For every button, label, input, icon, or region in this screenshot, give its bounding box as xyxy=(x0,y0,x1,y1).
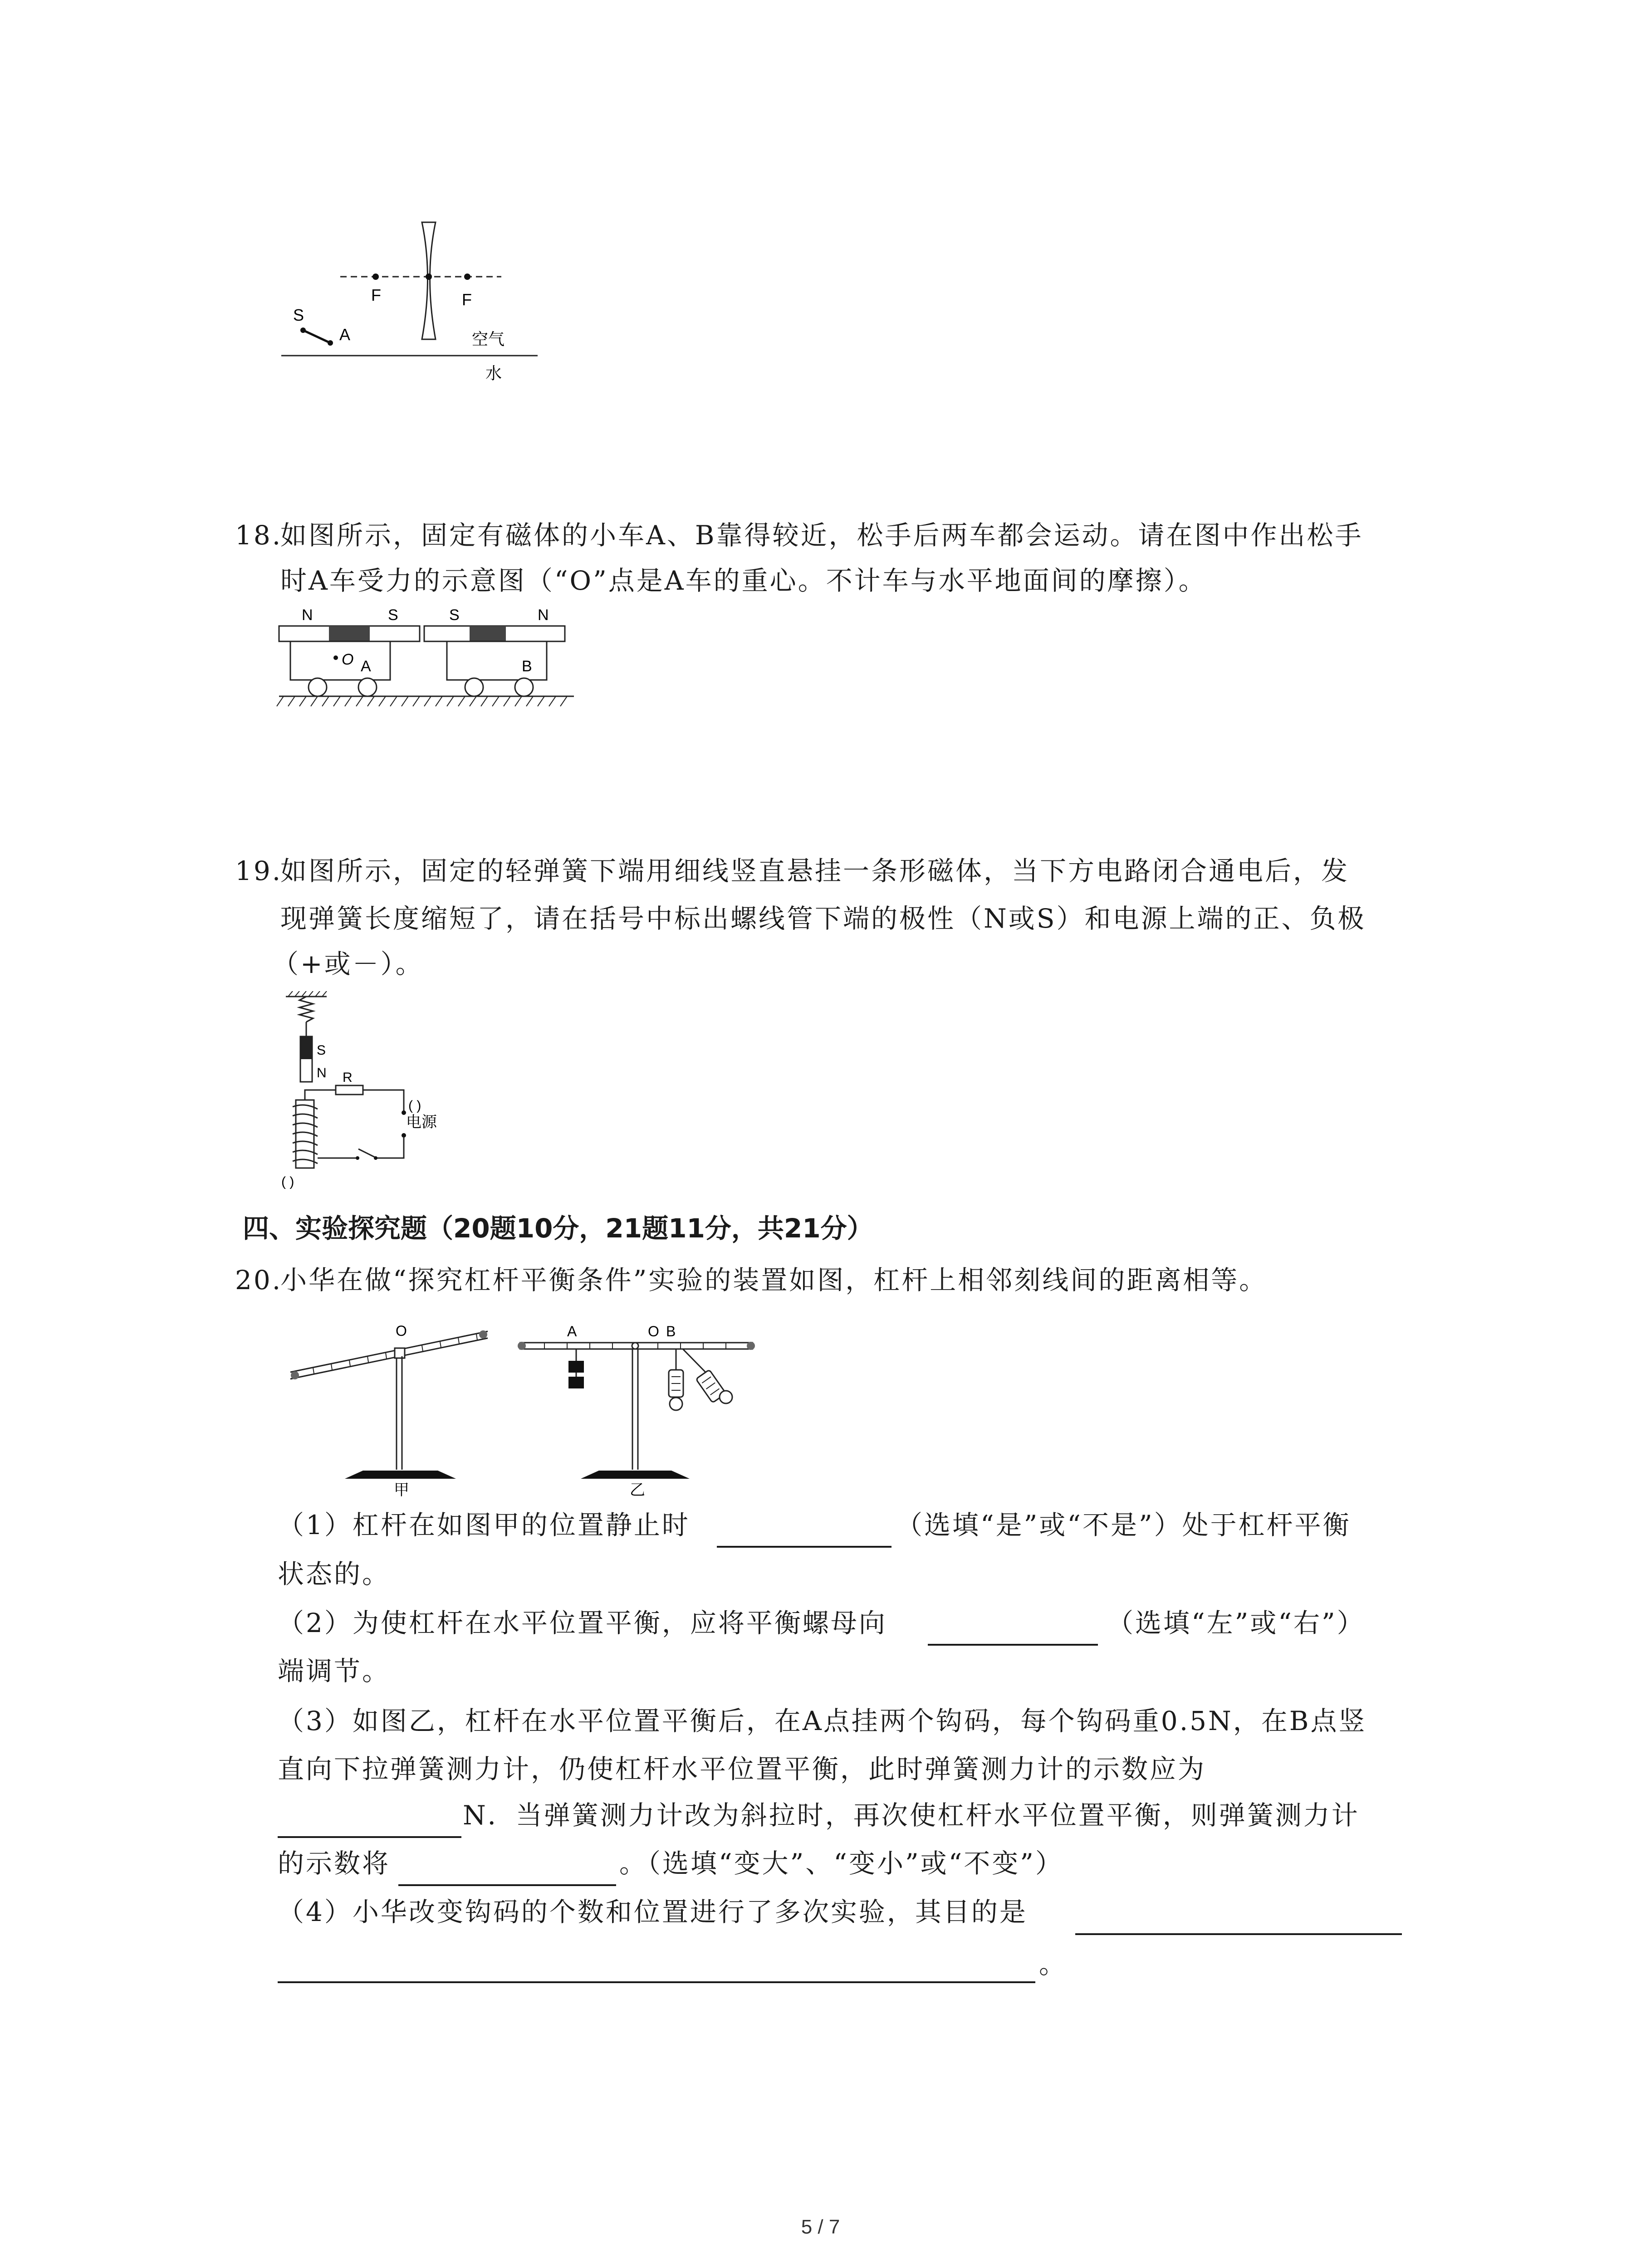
q20-p1-line-c: 状态的。 xyxy=(278,1559,391,1589)
q20-p1-line-b: （选填“是”或“不是”）处于杠杆平衡 xyxy=(896,1510,1351,1540)
solenoid-bottom-bracket: ( ) xyxy=(281,1174,294,1189)
section-4-title: 四、实验探究题（20题10分，21题11分，共21分） xyxy=(243,1213,873,1244)
medium-label-air: 空气 xyxy=(472,330,505,348)
q20-number: 20. xyxy=(235,1265,283,1295)
resistor-label: R xyxy=(343,1070,353,1085)
figure-label-jia: 甲 xyxy=(394,1481,409,1497)
q19-line-1 xyxy=(235,853,1349,889)
q20-blank-5-line-1[interactable] xyxy=(1075,1933,1402,1935)
power-top-bracket: ( ) xyxy=(408,1098,421,1113)
point-b-label: B xyxy=(666,1323,676,1339)
q19-text-1: 如图所示，固定的轻弹簧下端用细线竖直悬挂一条形磁体，当下方电路闭合通电后，发 xyxy=(280,855,1350,886)
q18-line-2: 时A车受力的示意图（“O”点是A车的重心。不计车与水平地面间的摩擦）。 xyxy=(280,565,1207,596)
q20-blank-2[interactable] xyxy=(928,1644,1098,1646)
q20-p4-line-a: （4）小华改变钩码的个数和位置进行了多次实验，其目的是 xyxy=(278,1897,1028,1927)
lever-figure-jia xyxy=(290,1323,488,1497)
figure-20-lever-experiment xyxy=(277,1306,767,1497)
focal-label-left: F xyxy=(371,286,381,304)
q20-p2-line-b: （选填“左”或“右”） xyxy=(1107,1608,1365,1638)
magnet-a-n-label: N xyxy=(302,606,313,624)
figure-18-magnet-carts xyxy=(274,606,583,723)
point-label-a: A xyxy=(339,325,351,344)
magnet-b-s-label: S xyxy=(449,606,460,624)
magnet-a-s-label: S xyxy=(388,606,398,624)
figure-19-spring-solenoid-circuit xyxy=(268,991,485,1191)
q19-number: 19. xyxy=(235,855,283,886)
pivot-label-jia: O xyxy=(396,1323,407,1339)
q18-text-1: 如图所示，固定有磁体的小车A、B靠得较近，松手后两车都会运动。请在图中作出松手 xyxy=(280,520,1363,551)
point-a-label: A xyxy=(567,1323,577,1339)
magnet-b-n-label: N xyxy=(538,606,549,624)
figure-17-lens-diagram xyxy=(272,213,554,395)
pivot-label-yi: O xyxy=(648,1323,659,1339)
q20-blank-5-line-2[interactable] xyxy=(278,1981,1035,1983)
q20-p2-line-c: 端调节。 xyxy=(278,1656,391,1686)
bar-magnet-s-label: S xyxy=(317,1043,326,1058)
q19-line-3: （+或－）。 xyxy=(272,948,424,979)
q20-intro-line xyxy=(235,1262,1267,1298)
q20-p4-line-b: 。 xyxy=(1039,1949,1068,1980)
q20-intro: 小华在做“探究杠杆平衡条件”实验的装置如图，杠杆上相邻刻线间的距离相等。 xyxy=(280,1265,1268,1295)
q20-p3-line-c: N．当弹簧测力计改为斜拉时，再次使杠杆水平位置平衡，则弹簧测力计 xyxy=(463,1800,1360,1831)
q20-blank-4[interactable] xyxy=(398,1884,616,1886)
cart-a-label: A xyxy=(361,658,371,675)
focal-label-right: F xyxy=(462,290,472,309)
q20-p3-line-a: （3）如图乙，杠杆在水平位置平衡后，在A点挂两个钩码，每个钩码重0.5N，在B点竖 xyxy=(278,1706,1367,1736)
q20-blank-3[interactable] xyxy=(278,1836,461,1838)
q20-p3-line-b: 直向下拉弹簧测力计，仍使杠杆水平位置平衡，此时弹簧测力计的示数应为 xyxy=(278,1754,1206,1784)
q19-line-2: 现弹簧长度缩短了，请在括号中标出螺线管下端的极性（N或S）和电源上端的正、负极 xyxy=(280,903,1366,934)
bar-magnet-n-label: N xyxy=(317,1066,327,1080)
q20-p2-line-a: （2）为使杠杆在水平位置平衡，应将平衡螺母向 xyxy=(278,1608,887,1638)
center-of-gravity-label: O xyxy=(342,651,354,668)
medium-label-water: 水 xyxy=(485,364,502,382)
q18-number: 18. xyxy=(235,520,283,551)
q20-p1-line-a: （1）杠杆在如图甲的位置静止时 xyxy=(278,1510,690,1540)
figure-label-yi: 乙 xyxy=(630,1481,645,1497)
cart-b-label: B xyxy=(522,658,532,675)
q20-p3-line-d: 的示数将 xyxy=(278,1848,391,1879)
q18-line-1 xyxy=(235,517,1363,553)
lever-figure-yi xyxy=(518,1323,755,1497)
page-number: 5 / 7 xyxy=(801,2216,840,2238)
source-label-s: S xyxy=(293,306,304,324)
power-source-label: 电源 xyxy=(406,1114,437,1131)
q20-blank-1[interactable] xyxy=(717,1546,892,1548)
q20-p3-line-e: 。（选填“变大”、“变小”或“不变”） xyxy=(619,1848,1063,1879)
